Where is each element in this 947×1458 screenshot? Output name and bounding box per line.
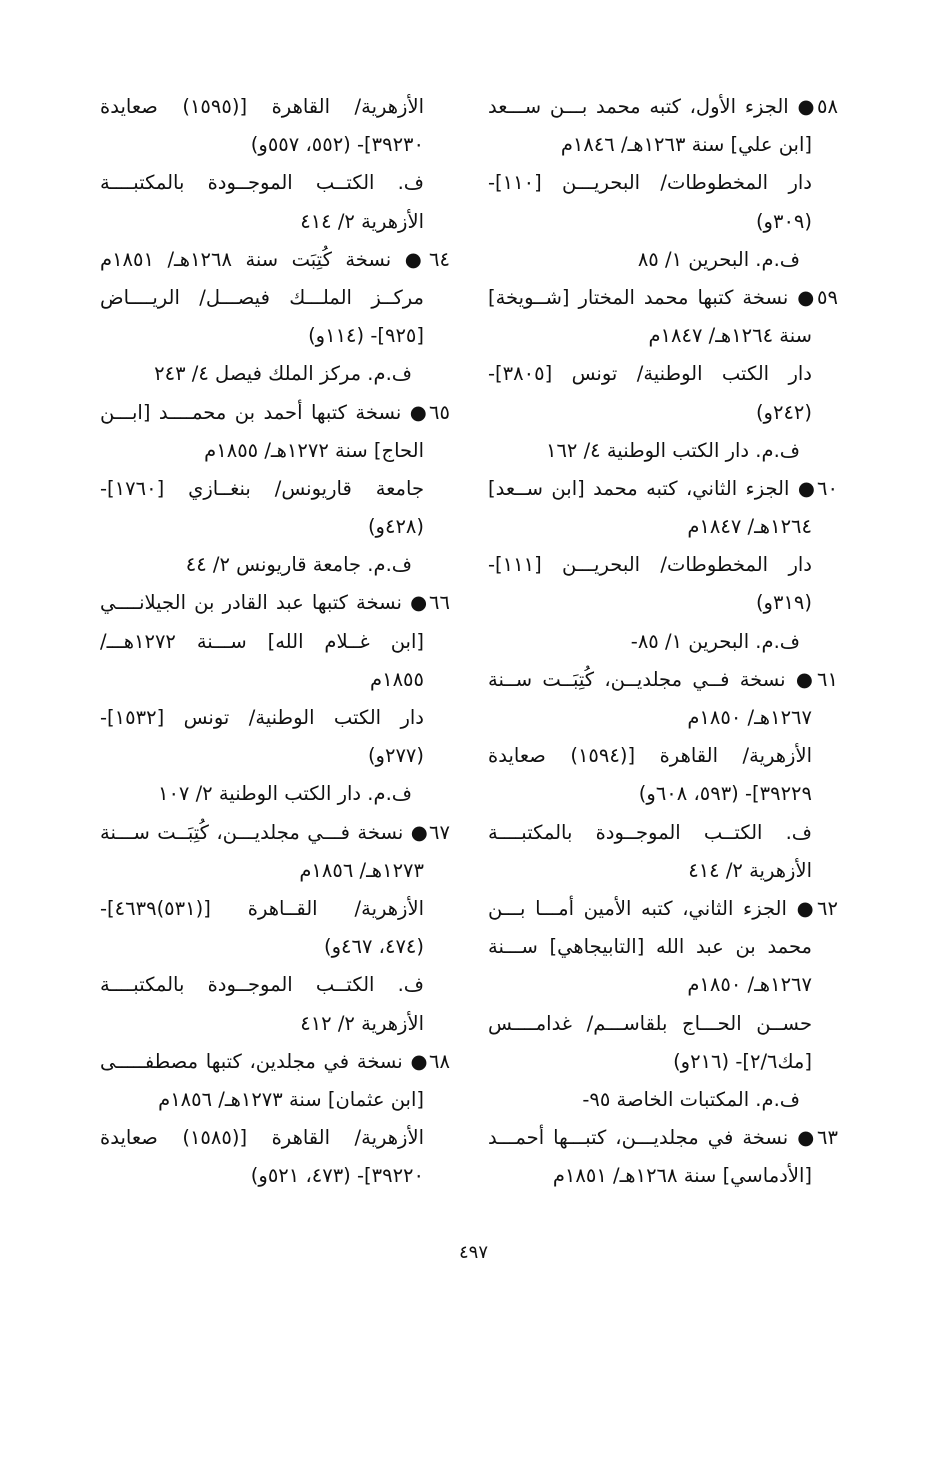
left-column-line: الأزهرية ٢/ ٤١٢ [300, 1011, 424, 1035]
right-column-line: (٣١٩و) [755, 591, 812, 615]
left-column-line: ١٨٥٥م [370, 667, 424, 691]
left-column-line: الحاج] سنة ١٢٧٢هـ/ ١٨٥٥م [204, 438, 424, 462]
left-column-line: ٣٩٢٣٠]- (٥٥٢، ٥٥٧و) [250, 133, 424, 157]
left-column-line: جامعة قاريونس/ بنغــازي [١٧٦٠]- [100, 476, 424, 500]
right-column-line: الأزهرية ٢/ ٤١٤ [688, 858, 812, 882]
right-column-line: (٢٤٢و) [755, 400, 812, 424]
left-column-line: ٦٤● نسخة كُتِبَت سنة ١٢٦٨هـ/ ١٨٥١م [100, 247, 450, 271]
left-column-line: ف.م. دار الكتب الوطنية ٢/ ١٠٧ [157, 782, 412, 806]
right-column-line: دار الكتب الوطنية/ تونس [٣٨٠٥]- [488, 362, 812, 386]
left-column-line: ف.م. مركز الملك فيصل ٤/ ٢٤٣ [154, 362, 412, 386]
left-column-line: [٩٢٥]- (١١٤و) [308, 324, 424, 348]
right-column-line: ١٢٦٧هـ/ ١٨٥٠م [687, 973, 812, 997]
right-column-line: دار المخطوطات/ البحريـــن [١١٠]- [488, 171, 812, 195]
right-column-line: ٥٩● نسخة كتبها محمد المختار [شــويخة] [488, 285, 838, 309]
right-column-line: (٣٠٩و) [755, 209, 812, 233]
right-column-line: ١٢٦٧هـ/ ١٨٥٠م [687, 706, 812, 729]
left-column-line: (٤٧٤، ٤٦٧و) [324, 935, 424, 959]
left-column-line: الأزهرية/ القاهرة [(١٥٨٥) صعايدة [100, 1126, 424, 1150]
left-column [100, 88, 450, 1195]
left-column-line: مركــز الملـــك فيصـــل/ الريــــاض [100, 285, 424, 309]
left-column-line: ف. الكتــب الموجــودة بالمكتبــــة [100, 171, 424, 195]
left-column-line: ٦٥● نسخة كتبها أحمد بن محمــــد [ابـــن [100, 400, 450, 424]
right-column-line: محمد بن عبد الله [التابيجاهي] ســـنة [488, 935, 812, 959]
right-column-line: دار المخطوطات/ البحريـــن [١١١]- [488, 553, 812, 577]
left-column-line: ١٢٧٣هـ/ ١٨٥٦م [299, 858, 424, 882]
right-column-line: [ابن علي] سنة ١٢٦٣هـ/ ١٨٤٦م [560, 133, 812, 157]
right-column-line: الأزهرية/ القاهرة [(١٥٩٤) صعايدة [488, 744, 812, 768]
left-column-line: ٣٩٢٢٠]- (٤٧٣، ٥٢١و) [250, 1164, 424, 1188]
left-column-line: ٦٦● نسخة كتبها عبد القادر بن الجيلانــــي [100, 591, 450, 615]
left-column-line: الأزهرية ٢/ ٤١٤ [300, 209, 424, 233]
right-column-line: [مك٢/٦]- (٢١٦و) [673, 1049, 812, 1073]
right-column-line: ف.م. المكتبات الخاصة ٩٥- [582, 1087, 800, 1111]
right-column [488, 88, 838, 1195]
left-column-line: ف.م. جامعة قاريونس ٢/ ٤٤ [185, 553, 412, 577]
right-column-line: ٣٩٢٢٩]- (٥٩٣، ٦٠٨و) [638, 782, 812, 806]
right-column-line: [الأدماسي] سنة ١٢٦٨هـ/ ١٨٥١م [552, 1164, 812, 1188]
right-column-line: ف.م. البحرين ١/ ٨٥ [637, 247, 800, 271]
left-column-line: ٦٧● نسخة فـــي مجلديـــن، كُتِبَــت ســـنة [100, 820, 450, 844]
page-number: ٤٩٧ [458, 1242, 488, 1263]
left-column-line: (٢٧٧و) [367, 744, 424, 768]
right-column-line: ف.م. دار الكتب الوطنية ٤/ ١٦٢ [545, 438, 800, 462]
left-column-line: (٤٢٨و) [367, 515, 424, 539]
right-column-line: ٦٣● نسخة في مجلديـــن، كتبـــها أحمـــد [488, 1126, 838, 1150]
right-column-line: ٥٨● الجزء الأول، كتبه محمد بـــن ســـعد [488, 95, 838, 118]
left-column-line: [ابن عثمان] سنة ١٢٧٣هـ/ ١٨٥٦م [158, 1087, 424, 1111]
right-column-line: ٦١● نسخة فــي مجلديــن، كُتِبَــت ســنة [488, 667, 838, 691]
right-column-line: حســن الحـــاج بلقاســـم/ غدامــــس [488, 1011, 812, 1035]
right-column-line: ١٢٦٤هـ/ ١٨٤٧م [687, 515, 812, 539]
left-column-line: [ابن غــلام الله] ســـنة ١٢٧٢هـــ/ [100, 629, 424, 653]
right-column-line: ف. الكتــب الموجــودة بالمكتبــــة [488, 820, 812, 844]
left-column-line: الأزهرية/ القــاهرة [(٥٣١)٤٦٣٩]- [100, 896, 424, 920]
left-column-line: ٦٨● نسخة في مجلدين، كتبها مصطفـــــى [100, 1049, 450, 1073]
right-column-line: ٦٢● الجزء الثاني، كتبه الأمين أمـــا بـــن [488, 896, 838, 920]
left-column-line: ف. الكتــب الموجــودة بالمكتبــــة [100, 973, 424, 997]
right-column-line: سنة ١٢٦٤هـ/ ١٨٤٧م [648, 324, 812, 348]
right-column-line: ف.م. البحرين ١/ ٨٥- [630, 629, 800, 653]
right-column-line: ٦٠● الجزء الثاني، كتبه محمد [ابن ســعد] [488, 476, 838, 500]
left-column-line: الأزهرية/ القاهرة [(١٥٩٥) صعايدة [100, 95, 424, 118]
left-column-line: دار الكتب الوطنية/ تونس [١٥٣٢]- [100, 706, 424, 729]
